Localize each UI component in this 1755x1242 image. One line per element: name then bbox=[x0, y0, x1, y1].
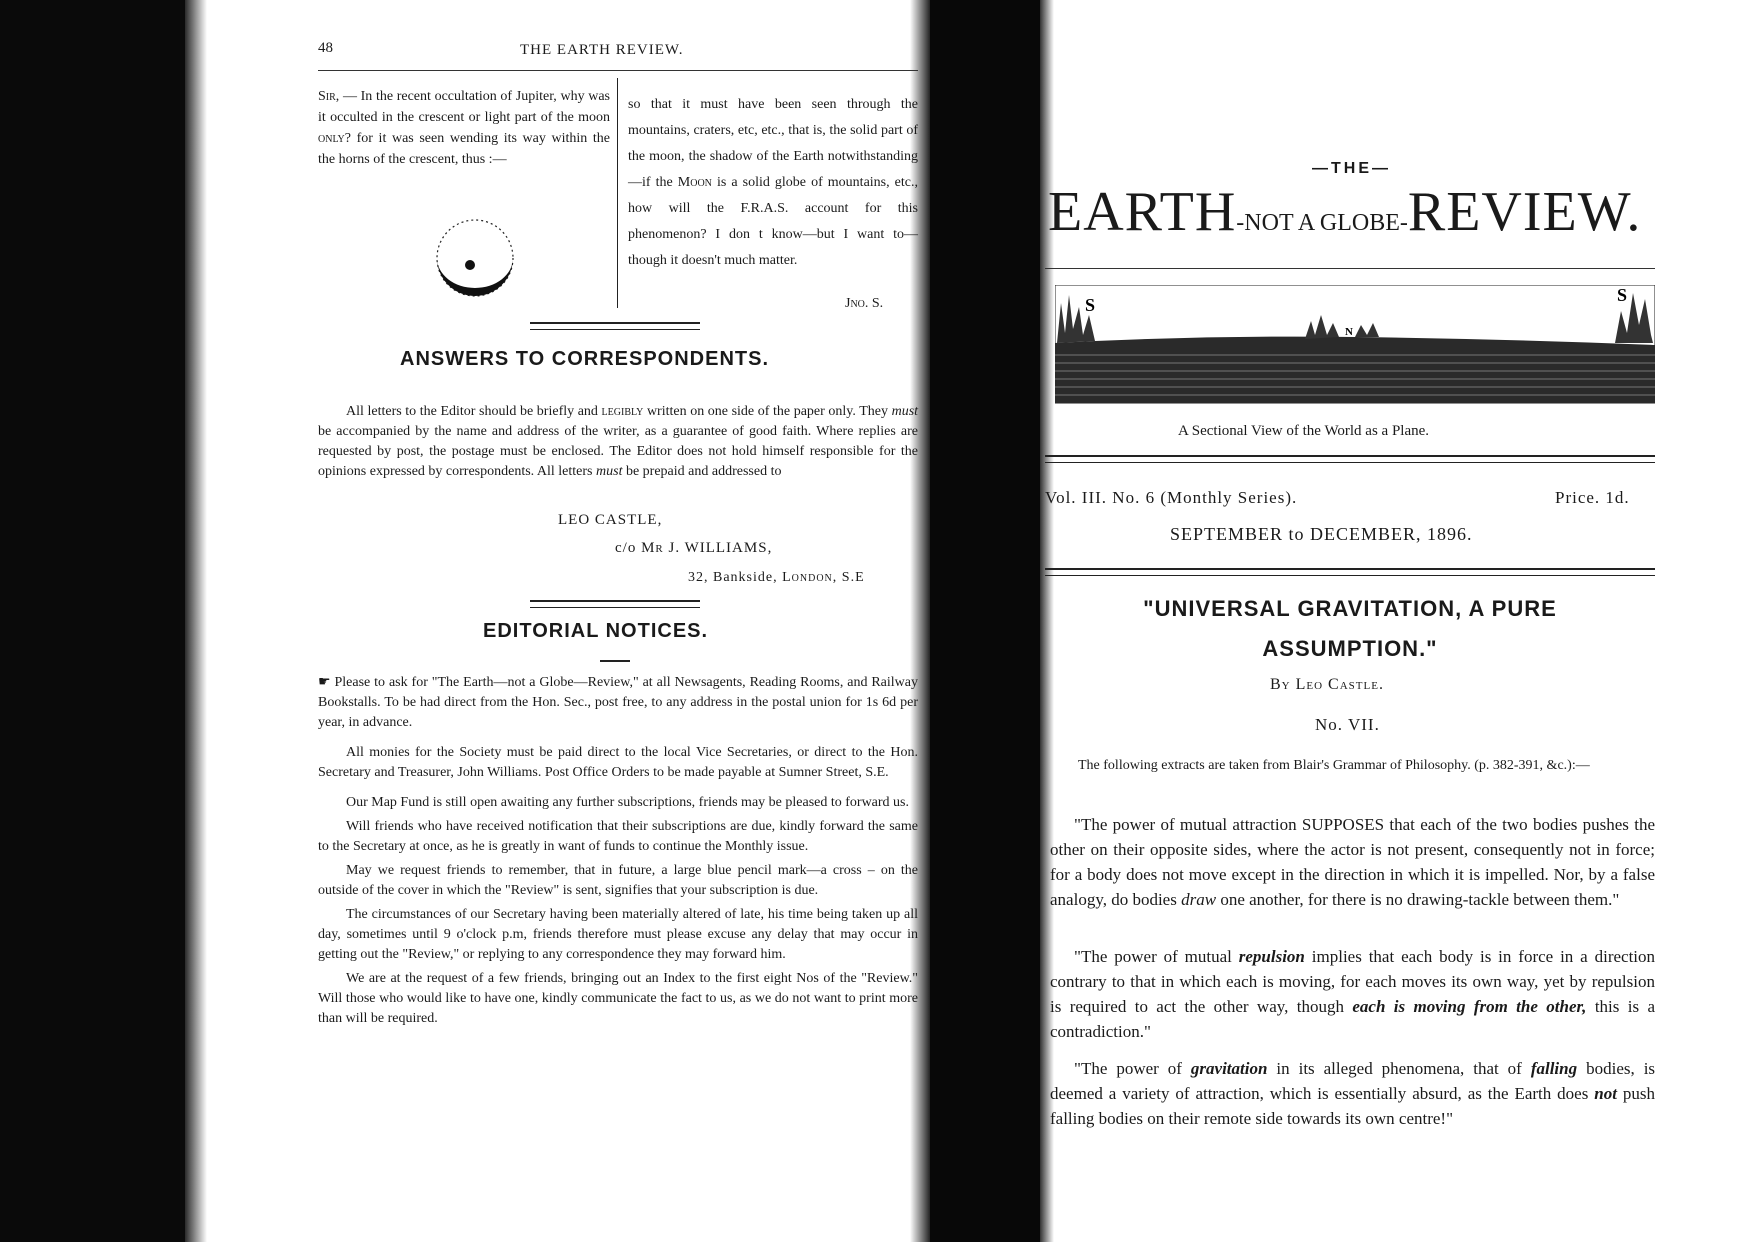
article-title-line-1: "UNIVERSAL GRAVITATION, A PURE bbox=[1143, 596, 1557, 621]
article-title-line-2: ASSUMPTION." bbox=[1262, 636, 1438, 661]
address-line-1: LEO CASTLE, bbox=[558, 512, 663, 528]
editorial-short-rule bbox=[600, 660, 630, 662]
plane-world-illustration bbox=[1055, 285, 1655, 405]
editorial-notices bbox=[318, 673, 918, 1029]
jupiter-dot bbox=[465, 260, 475, 270]
letter-left-column bbox=[318, 86, 610, 170]
quote-2: "The power of mutual repulsion implies that each body is in force in a direction contrary to that in which each is moving, for each moves its own way, yet by repulsion is required to act the other way, though each is moving from the other, this is a contradiction." bbox=[1050, 947, 1656, 1041]
issue-date: SEPTEMBER to DECEMBER, 1896. bbox=[1170, 524, 1473, 544]
letter-column-divider bbox=[617, 78, 618, 308]
label-north: N bbox=[1345, 326, 1353, 338]
label-south-left: S bbox=[1085, 295, 1096, 315]
label-south-right: S bbox=[1617, 285, 1628, 305]
crescent-moon-figure bbox=[420, 208, 530, 308]
article-number: No. VII. bbox=[1315, 715, 1380, 734]
quote-3: "The power of gravitation in its alleged phenomena, that of falling bodies, is deemed a variety of attraction, which is essentially absurd, as the Earth does not push falling bodies on their remote side towards its own centre!" bbox=[1050, 1059, 1656, 1128]
section-rule-2 bbox=[530, 600, 700, 608]
letter-text-1: — In the recent occultation of Jupiter, why was it occulted in the crescent or light part of the moon bbox=[318, 89, 610, 125]
article-intro: The following extracts are taken from Blair's Grammar of Philosophy. (p. 382-391, &c.):— bbox=[1078, 758, 1590, 773]
letter-salutation: Sir, bbox=[318, 89, 340, 104]
answers-heading: ANSWERS TO CORRESPONDENTS. bbox=[400, 348, 769, 370]
date-rule bbox=[1045, 568, 1655, 576]
masthead-rule bbox=[1045, 268, 1655, 269]
notice-1: ☛ Please to ask for "The Earth—not a Globe—Review," at all Newsagents, Reading Rooms, and Railway Bookstalls. To be had direct from the Hon. Sec., post free, to any address in the postal union for 1s 6d per year, in advance. bbox=[318, 675, 919, 730]
address-line-2: c/o Mr J. WILLIAMS, bbox=[615, 540, 773, 556]
letter-only: only bbox=[318, 131, 345, 146]
quote-1: "The power of mutual attraction SUPPOSES that each of the two bodies pushes the other on their opposite sides, where the actor is not present, consequently not in force; for a body does not move except in the direction in which it is impelled. Nor, by a false analogy, do bodies draw one another, for there is no drawing-tackle between them." bbox=[1050, 815, 1655, 909]
section-rule-1 bbox=[530, 322, 700, 330]
notice-4: Will friends who have received notification that their subscriptions are due, kindly forward the same to the Secretary at once, as he is greatly in want of funds to continue the Monthly issue. bbox=[318, 819, 918, 854]
answers-paragraph: All letters to the Editor should be briefly and legibly written on one side of the paper only. They must be accompanied by the name and address of the writer, as a guarantee of good faith. Where replies are requested by post, the postage must be enclosed. The Editor does not hold himself responsible for the opinions expressed by correspondents. All letters must be prepaid and addressed to bbox=[318, 404, 919, 479]
caption-rule bbox=[1045, 455, 1655, 463]
address-line-3: 32, Bankside, London, S.E bbox=[688, 570, 865, 585]
notice-5: May we request friends to remember, that in future, a large blue pencil mark—a cross – on the outside of the cover in which the "Review" is sent, signifies that your subscription is due. bbox=[318, 863, 918, 898]
letter-moon: Moon bbox=[677, 175, 712, 190]
scan-left-edge-fade bbox=[185, 0, 207, 1242]
letter-right-text-2: is a solid globe of mountains, etc., how will the F.R.A.S. account for this phenomenon? I don t know—but I want to—though it doesn't much matter. bbox=[628, 175, 919, 268]
article-byline: By Leo Castle. bbox=[1270, 676, 1384, 693]
letter-right-column bbox=[628, 92, 918, 274]
running-head: THE EARTH REVIEW. bbox=[520, 42, 684, 58]
north-center-peaks bbox=[1305, 315, 1339, 339]
pointing-hand-icon: ☛ bbox=[318, 675, 331, 690]
notice-7: We are at the request of a few friends, bringing out an Index to the first eight Nos of the "Review." Will those who would like to have one, kindly communicate the fact to us, as we do not want to print more than will be required. bbox=[318, 971, 918, 1026]
book-spine bbox=[930, 0, 1040, 1242]
masthead-the: —THE— bbox=[1312, 160, 1391, 177]
notice-3: Our Map Fund is still open awaiting any further subscriptions, friends may be pleased to forward us. bbox=[346, 795, 910, 810]
notice-2: All monies for the Society must be paid direct to the local Vice Secretaries, or direct to the Hon. Secretary and Treasurer, John Williams. Post Office Orders to be made payable at Sumner Street, S.E. bbox=[318, 745, 918, 780]
letter-signature: Jno. S. bbox=[845, 296, 884, 311]
page-number: 48 bbox=[318, 40, 333, 56]
moon-crescent bbox=[437, 258, 513, 296]
notice-6: The circumstances of our Secretary having been materially altered of late, his time being taken up all day, sometimes until 9 o'clock p.m, friends therefore must please excuse any delay that may occur in getting out the "Review," or replying to any correspondence they may forward him. bbox=[318, 907, 918, 962]
volume-info: Vol. III. No. 6 (Monthly Series). bbox=[1045, 488, 1298, 507]
price: Price. 1d. bbox=[1555, 488, 1630, 507]
letter-right-text-1: so that it must have been seen through the mountains, craters, etc, etc., that is, the solid part of the moon, the shadow of the Earth notwithstanding—if the bbox=[628, 97, 918, 190]
scan-left-edge bbox=[0, 0, 185, 1242]
illustration-caption: A Sectional View of the World as a Plane. bbox=[1178, 423, 1430, 439]
header-rule bbox=[318, 70, 918, 71]
editorial-heading: EDITORIAL NOTICES. bbox=[483, 620, 709, 642]
masthead-title: EARTH-NOT A GLOBE-REVIEW. bbox=[1048, 181, 1642, 243]
letter-text-2: ? for it was seen wending its way within the the horns of the crescent, thus :— bbox=[318, 131, 610, 167]
